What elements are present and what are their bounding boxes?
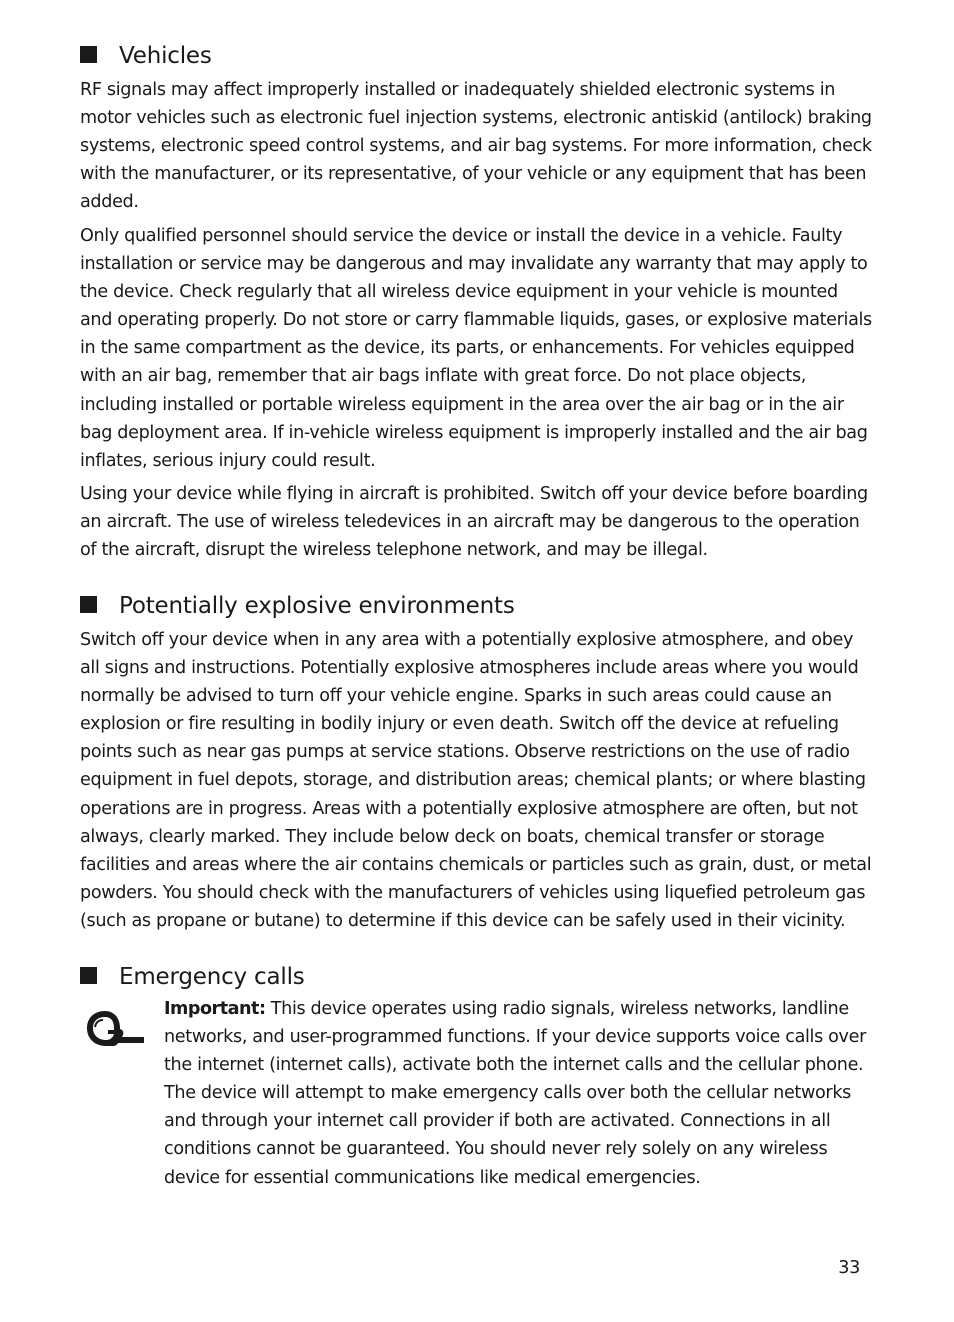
heading-emergency-calls xyxy=(80,963,305,991)
important-note-text: This device operates using radio signals, wireless networks, landline networks, and user-programmed functions. If your device supports voice calls over the internet (internet calls), activate both the internet calls and the cellular phone. The device will attempt to make emergency calls over both the cellular networks and through your internet call provider if both are activated. Connections in all conditions cannot be guaranteed. You should never rely solely on any wireless device for essential communications like medical emergencies. xyxy=(164,999,866,1188)
important-hand-icon xyxy=(84,1008,146,1050)
heading-text: Vehicles xyxy=(119,43,212,69)
heading-explosive-environments xyxy=(80,592,515,620)
heading-text: Emergency calls xyxy=(119,964,305,990)
vehicles-paragraph-1: RF signals may affect improperly installed or inadequately shielded electronic systems in motor vehicles such as electronic fuel injection systems, electronic antiskid (antilock) braking systems, electronic speed control systems, and air bag systems. For more information, check with the manufacturer, or its representative, of your vehicle or any equipment that has been added. xyxy=(80,80,872,213)
heading-vehicles xyxy=(80,42,212,70)
important-note xyxy=(164,995,874,1192)
vehicles-paragraph-3: Using your device while flying in aircraft is prohibited. Switch off your device before boarding an aircraft. The use of wireless teledevices in an aircraft may be dangerous to the operation of the aircraft, disrupt the wireless telephone network, and may be illegal. xyxy=(80,484,868,561)
section-bullet-icon xyxy=(80,46,97,63)
heading-text: Potentially explosive environments xyxy=(119,593,515,619)
page-number: 33 xyxy=(838,1258,860,1278)
important-label: Important: xyxy=(164,999,266,1019)
explosive-paragraph-1: Switch off your device when in any area with a potentially explosive atmosphere, and obey all signs and instructions. Potentially explosive atmospheres include areas where you would normally be advised to turn off your vehicle engine. Sparks in such areas could cause an explosion or fire resulting in bodily injury or even death. Switch off the device at refueling points such as near gas pumps at service stations. Observe restrictions on the use of radio equipment in fuel depots, storage, and distribution areas; chemical plants; or where blasting operations are in progress. Areas with a potentially explosive atmosphere are often, but not always, clearly marked. They include below deck on boats, chemical transfer or storage facilities and areas where the air contains chemicals or particles such as grain, dust, or metal powders. You should check with the manufacturers of vehicles using liquefied petroleum gas (such as propane or butane) to determine if this device can be safely used in their vicinity. xyxy=(80,630,872,931)
vehicles-paragraph-2: Only qualified personnel should service the device or install the device in a vehicle. Faulty installation or service may be dangerous and may invalidate any warranty that may apply to the device. Check regularly that all wireless device equipment in your vehicle is mounted and operating properly. Do not store or carry flammable liquids, gases, or explosive materials in the same compartment as the device, its parts, or enhancements. For vehicles equipped with an air bag, remember that air bags inflate with great force. Do not place objects, including installed or portable wireless equipment in the area over the air bag or in the air bag deployment area. If in-vehicle wireless equipment is improperly installed and the air bag inflates, serious injury could result. xyxy=(80,226,872,471)
section-bullet-icon xyxy=(80,596,97,613)
section-bullet-icon xyxy=(80,967,97,984)
